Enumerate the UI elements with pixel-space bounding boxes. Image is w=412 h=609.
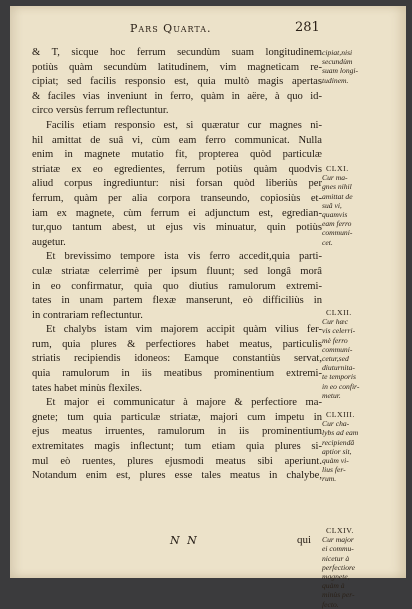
margin-note-line: quamvis [322, 210, 348, 220]
margin-note-line: perfectiore [322, 562, 356, 572]
page-header [10, 22, 406, 38]
text-line: Et major ei communicatur à majore & perfectiore ma- [46, 397, 322, 409]
text-line: rum, quia plures & perfectiores habet meatus, particulis [32, 338, 322, 350]
margin-note-line: Cur cha- [322, 419, 350, 429]
text-line: extremitates magis inflectunt; tum etiam quia plures si- [32, 441, 322, 453]
page-footer [10, 534, 406, 550]
margin-note-line: CLXIV. [326, 526, 354, 535]
margin-note-line: magnete, [322, 572, 350, 582]
margin-note-line: cet. [322, 237, 333, 247]
text-line: & T, sicque hoc ferrum secundùm suam longitudinem [32, 47, 322, 58]
text-line: & faciles vias inveniunt in ferro, quàm in aëre, à quo id- [32, 90, 322, 102]
margin-note-line: mè ferro [322, 335, 348, 345]
margin-note-line: gnes nihil [322, 182, 352, 192]
text-line: potiùs quàm secundùm latitudinem, vim magneticam re- [32, 61, 322, 73]
margin-note-line: communi- [322, 228, 353, 238]
text-line: tur,quo tantum abest, ut ejus vis minuatur, quin potiùs [32, 222, 322, 234]
margin-note-line: aptior sit, [322, 446, 352, 456]
margin-note-line: vis celerri- [322, 326, 356, 336]
margin-note-line: te temporis [322, 372, 356, 382]
text-line: in eo confirmatur, quia quo diutius ramulorum extremi- [32, 280, 322, 292]
margin-note [322, 48, 402, 85]
text-line: augetur. [32, 236, 66, 248]
text-line: tates habet minùs flexiles. [32, 382, 143, 394]
margin-note-line: CLXI. [326, 164, 349, 173]
margin-note-line: eam ferro [322, 219, 352, 229]
catchword: qui [297, 534, 312, 546]
text-line: quia ramulorum in iis meatibus prominentium extremi- [32, 368, 322, 380]
text-line: Et brevissimo tempore ista vis ferro accedit,quia parti- [46, 251, 322, 263]
text-line: aliud corpus ingrediuntur: nisi forsan quòd liberiùs per [32, 178, 322, 190]
text-line: Et chalybs istam vim majorem accipit quàm vilius fer- [46, 324, 322, 336]
margin-note [322, 164, 402, 247]
margin-note-line: secundùm [322, 57, 353, 67]
text-line: striatæ ex eo egredientes, ferrum potiùs quàm quodvis [32, 163, 322, 175]
margin-note-line: communi- [322, 344, 353, 354]
margin-note-line: lybs ad eam [322, 428, 359, 438]
margin-note-line: diuturnita- [322, 363, 355, 373]
margin-note-line: cipiat,nisi [322, 48, 353, 57]
margin-note-line: in eo confir- [322, 381, 360, 391]
text-line: hil amittat de suâ vi, cùm eam ferro communicat. Nulla [32, 134, 322, 146]
text-line: striatis recipiendis idoneos: Eamque constantiùs servat, [32, 353, 322, 365]
text-line: in contrariam reflectuntur. [32, 309, 143, 321]
text-line: ejus meatus irruentes, ramulorum in iis prominentium [32, 426, 322, 438]
margin-note [322, 410, 402, 484]
text-line: ferrum, quàm per alia corpora transeundo, copiosiùs et- [32, 192, 322, 204]
text-line: enim in magnete mutatio fit, propterea quòd particulæ [32, 149, 322, 161]
margin-note-line: quàm à [322, 581, 345, 591]
margin-note-line: suam longi- [322, 66, 359, 76]
margin-note-line: Cur hæc [322, 317, 348, 327]
margin-note-line: fecto. [322, 599, 339, 609]
margin-note-line: metur. [322, 390, 341, 400]
margin-note-line: CLXII. [326, 308, 352, 317]
margin-note-line: suâ vi, [322, 200, 342, 210]
text-line: Facilis etiam responsio est, si quæratur cur magnes ni- [46, 119, 322, 131]
margin-note-line: minùs per- [322, 590, 355, 600]
text-line: tates in unam partem flexæ manserunt, eò difficiliùs in [32, 295, 322, 307]
margin-note-line: tudinem. [322, 75, 349, 85]
signature-mark: N N [170, 534, 199, 547]
running-title: Pars Quarta. [130, 22, 212, 35]
margin-note-line: Cur ma- [322, 173, 348, 183]
margin-note-line: lius fer- [322, 465, 346, 475]
text-line: mul eò ruentes, plures ejusmodi meatus sibi aperiunt. [32, 455, 322, 467]
margin-note-line: ei commu- [322, 544, 354, 554]
page-number: 281 [295, 20, 320, 35]
margin-note [322, 308, 402, 400]
margin-note-line: nicetur à [322, 553, 350, 563]
text-line: Notandum enim est, plures esse tales meatus in chalybe, [32, 470, 322, 482]
text-line: gnete; tum quia particulæ striatæ, majori cum impetu in [32, 411, 322, 423]
margin-note-line: Cur major [322, 535, 354, 545]
margin-note-line: rum. [322, 474, 337, 484]
margin-note-line: cetur,sed [322, 354, 349, 364]
text-line: iam ex magnete, cùm ferrum ei adjunctum est, egredian- [32, 207, 322, 219]
book-page [10, 6, 406, 609]
margin-note-line: amittat de [322, 191, 353, 201]
text-line: circo versùs ferrum reflectuntur. [32, 105, 169, 117]
margin-note-line: CLXIII. [326, 410, 355, 419]
margin-note-line: recipiendā [322, 437, 355, 447]
main-text [32, 46, 322, 484]
margin-note-line: quàm vi- [322, 456, 349, 466]
text-line: cipiat; sed facilis responsio est, quia multò magis apertas [32, 76, 322, 88]
text-line: culæ striatæ celerrimè per ipsum fluunt; sed longâ morâ [32, 265, 322, 277]
